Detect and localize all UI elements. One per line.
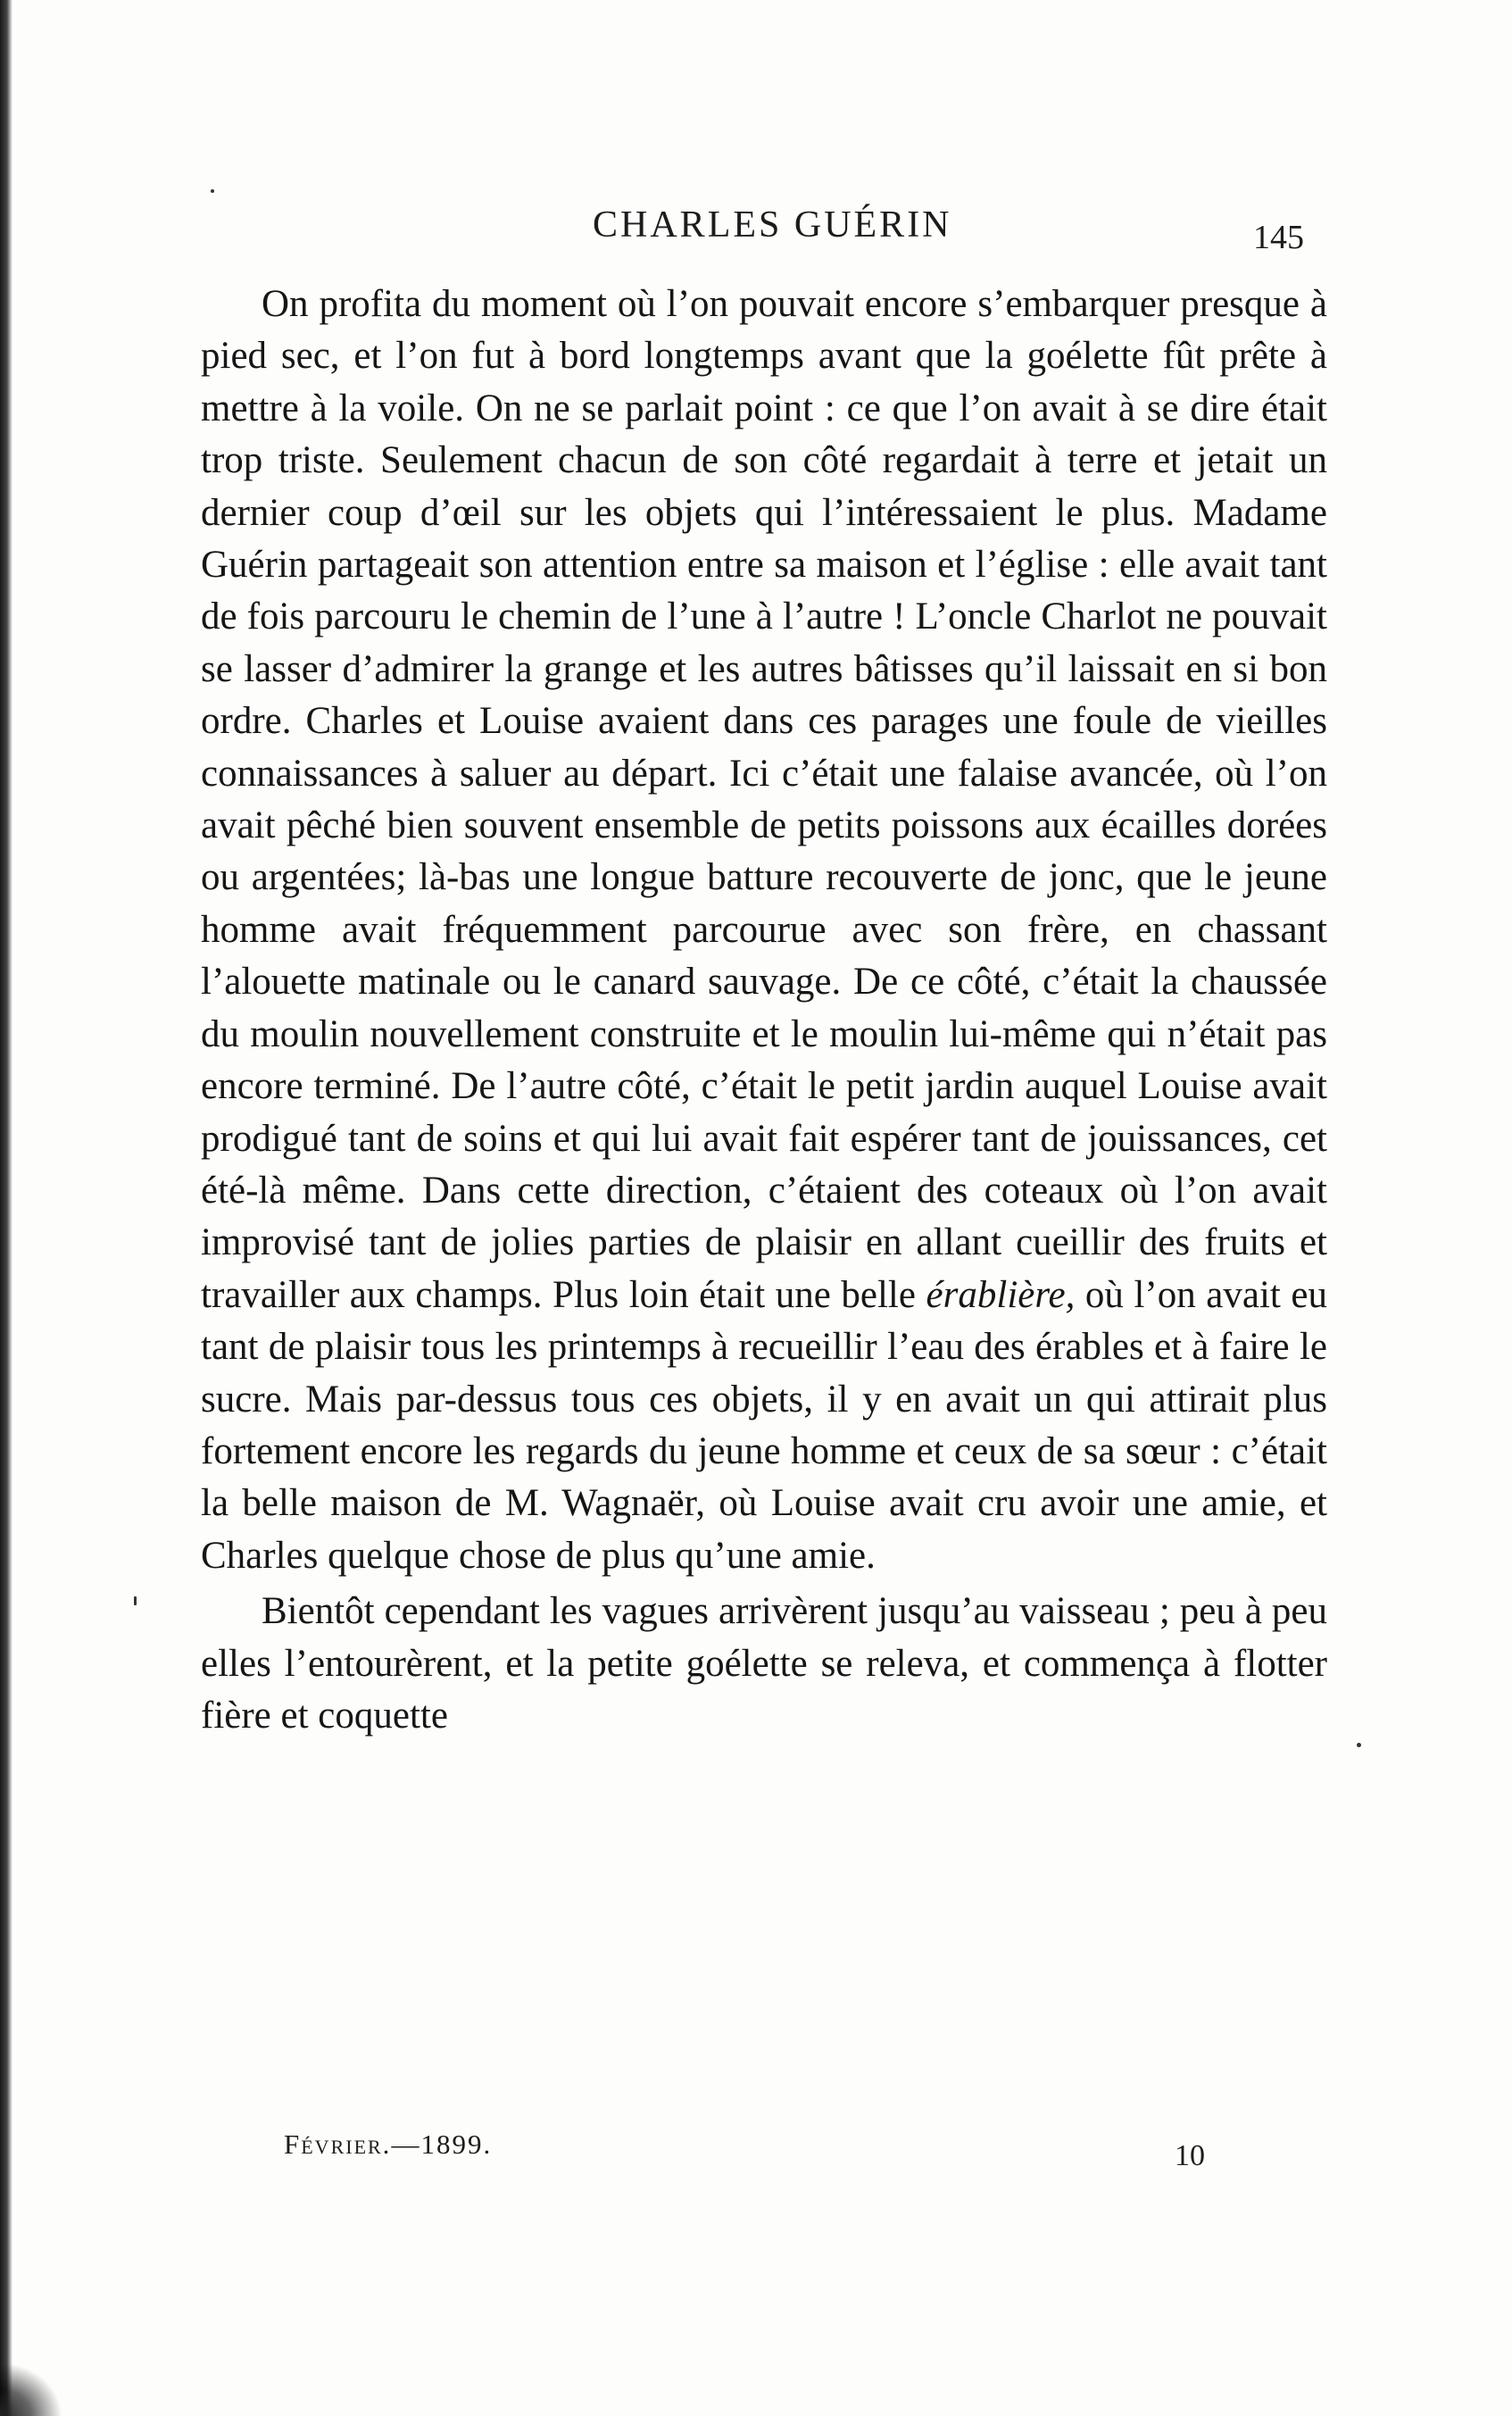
sheet-number: 10 [1175, 2139, 1205, 2172]
dust-speck [211, 189, 214, 193]
paragraph-text: On profita du moment où l’on pouvait encore s’embarquer presque à pied sec, et l’on fut à bord longtemps avant que la goélette fût prête à mettre à la voile. On ne se parlait point : ce que l’on avait à se dire était trop triste. Seulement chacun de son côté regardait à terre et jetait un dernier coup d’œil sur les objets qui l’intéressaient le plus. Madame Guérin partageait son attention entre sa maison et l’église : elle avait tant de fois parcouru le chemin de l’une à l’autre ! L’oncle Charlot ne pouvait se lasser d’admirer la grange et les autres bâtisses qu’il laissait en si bon ordre. Charles et Louise avaient dans ces parages une foule de vieilles connaissances à saluer au départ. Ici c’était une falaise avancée, où l’on avait pêché bien souvent ensemble de petits poissons aux écailles dorées ou argentées; là-bas une longue batture recouverte de jonc, que le jeune homme avait fréquemment parcourue avec son frère, en chassant l’alouette matinale ou le canard sauvage. De ce côté, c’était la chaussée du moulin nouvellement construite et le moulin lui-même qui n’était pas encore terminé. De l’autre côté, c’était le petit jardin auquel Louise avait prodigué tant de soins et qui lui avait fait espérer tant de jouissances, cet été-là même. Dans cette direction, c’étaient des coteaux où l’on avait improvisé tant de jolies parties de plaisir en allant cueillir des fruits et travailler aux champs. Plus loin était une belle [201, 283, 1327, 1316]
signature-month: Février. [284, 2129, 392, 2160]
paragraph [201, 279, 1327, 1582]
signature-mark [284, 2129, 492, 2161]
dust-speck [134, 1596, 137, 1605]
running-title: CHARLES GUÉRIN [593, 204, 952, 246]
page-number: 145 [1253, 219, 1304, 256]
corner-shadow [0, 2362, 62, 2416]
paragraph: Bientôt cependant les vagues arrivèrent jusqu’au vaisseau ; peu à peu elles l’entourèrent, et la petite goélette se releva, et commença à flotter fière et coquette [201, 1590, 1327, 1737]
running-header [0, 204, 1512, 257]
paragraph-text: où l’on avait eu tant de plaisir tous les printemps à recueillir l’eau des érables et à faire le sucre. Mais par-dessus tous ces objets, il y en avait un qui attirait plus fortement encore les regards du jeune homme et ceux de sa sœur : c’était la belle maison de M. Wagnaër, où Louise avait cru avoir une amie, et Charles quelque chose de plus qu’une amie. [201, 1273, 1327, 1577]
signature-year: —1899. [391, 2129, 493, 2160]
page-footer [0, 2125, 1512, 2179]
italic-term: érablière, [926, 1273, 1076, 1316]
dust-speck [1357, 1743, 1361, 1747]
body-text [201, 279, 1327, 1742]
binding-shadow [0, 0, 12, 2416]
